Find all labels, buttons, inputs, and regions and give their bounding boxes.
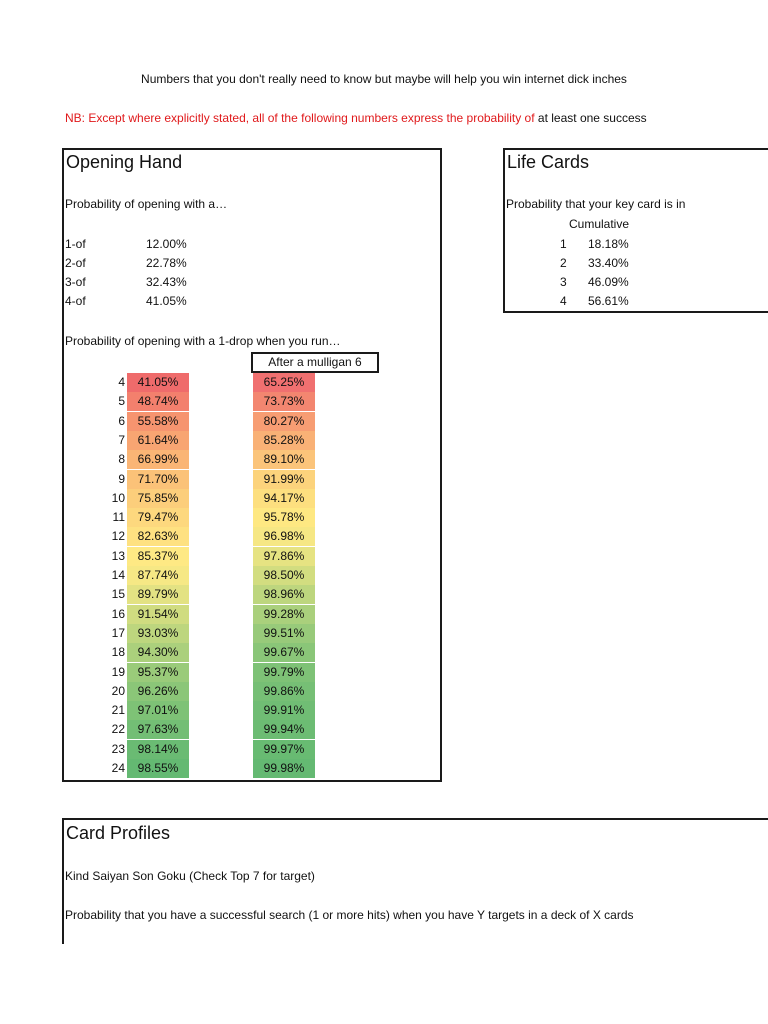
base-probability-cell: 96.26% xyxy=(127,682,189,701)
copies-label: 4-of xyxy=(65,294,86,308)
copies-table xyxy=(65,235,265,311)
deck-count-label: 11 xyxy=(112,510,125,525)
deck-count-label: 15 xyxy=(111,587,125,602)
one-drop-row xyxy=(85,373,345,392)
mulligan-probability-cell: 99.94% xyxy=(253,720,315,739)
one-drop-title: Probability of opening with a 1-drop when you run… xyxy=(65,334,341,348)
life-row-value: 46.09% xyxy=(588,275,629,289)
opening-hand-title: Opening Hand xyxy=(66,152,183,172)
life-row-value: 18.18% xyxy=(588,237,629,251)
base-probability-cell: 97.01% xyxy=(127,701,189,720)
base-probability-cell: 98.55% xyxy=(127,759,189,778)
deck-count-label: 17 xyxy=(111,625,125,640)
base-probability-cell: 48.74% xyxy=(127,392,189,411)
mulligan-probability-cell: 98.96% xyxy=(253,585,315,604)
one-drop-row xyxy=(85,720,345,739)
base-probability-cell: 97.63% xyxy=(127,720,189,739)
deck-count-label: 6 xyxy=(118,413,125,428)
page-headline: Numbers that you don't really need to know but maybe will help you win internet dick inches xyxy=(141,72,627,86)
deck-count-label: 24 xyxy=(111,761,125,775)
mulligan-probability-cell: 80.27% xyxy=(253,412,315,431)
base-probability-cell: 98.14% xyxy=(127,740,189,759)
life-row-number: 3 xyxy=(560,275,567,289)
life-cards-title: Life Cards xyxy=(507,152,590,172)
mulligan-probability-cell: 99.97% xyxy=(253,740,315,759)
mulligan-probability-cell: 99.79% xyxy=(253,663,315,682)
base-probability-cell: 66.99% xyxy=(127,450,189,469)
copies-value: 12.00% xyxy=(146,237,187,251)
one-drop-row xyxy=(85,740,345,759)
mulligan-probability-cell: 85.28% xyxy=(253,431,315,450)
deck-count-label: 21 xyxy=(111,703,125,718)
deck-count-label: 20 xyxy=(111,683,125,698)
mulligan-probability-cell: 99.67% xyxy=(253,643,315,662)
life-row xyxy=(500,254,650,273)
mulligan-probability-cell: 99.91% xyxy=(253,701,315,720)
deck-count-label: 10 xyxy=(111,490,125,505)
deck-count-label: 14 xyxy=(111,568,125,582)
mulligan-probability-cell: 65.25% xyxy=(253,373,315,392)
life-row-value: 56.61% xyxy=(588,294,629,308)
base-probability-cell: 94.30% xyxy=(127,643,189,662)
one-drop-row xyxy=(85,605,345,624)
nb-note-red: NB: Except where explicitly stated, all of the following numbers express the probability of xyxy=(65,111,535,125)
deck-count-label: 12 xyxy=(111,529,125,544)
base-probability-cell: 71.70% xyxy=(127,470,189,489)
one-drop-row xyxy=(85,489,345,508)
life-row xyxy=(500,235,650,254)
one-drop-row xyxy=(85,624,345,643)
card-profiles-description: Probability that you have a successful search (1 or more hits) when you have Y targets in a deck of X cards xyxy=(65,908,634,922)
deck-count-label: 23 xyxy=(111,741,125,756)
life-cards-column-header: Cumulative xyxy=(569,217,630,231)
one-drop-row xyxy=(85,431,345,450)
mulligan-probability-cell: 73.73% xyxy=(253,392,315,411)
deck-count-label: 4 xyxy=(118,375,125,389)
base-probability-cell: 93.03% xyxy=(127,624,189,643)
deck-count-label: 19 xyxy=(111,664,125,679)
mulligan-probability-cell: 98.50% xyxy=(253,566,315,585)
opening-hand-subtitle: Probability of opening with a… xyxy=(65,197,228,211)
one-drop-row xyxy=(85,759,345,778)
one-drop-row xyxy=(85,701,345,720)
copies-label: 2-of xyxy=(65,256,86,270)
deck-count-label: 8 xyxy=(118,452,125,467)
base-probability-cell: 82.63% xyxy=(127,527,189,546)
mulligan-probability-cell: 99.86% xyxy=(253,682,315,701)
one-drop-row xyxy=(85,663,345,682)
mulligan-probability-cell: 89.10% xyxy=(253,450,315,469)
base-probability-cell: 85.37% xyxy=(127,547,189,566)
mulligan-probability-cell: 99.98% xyxy=(253,759,315,778)
base-probability-cell: 41.05% xyxy=(127,373,189,392)
mulligan-probability-cell: 91.99% xyxy=(253,470,315,489)
one-drop-row xyxy=(85,547,345,566)
base-probability-cell: 95.37% xyxy=(127,663,189,682)
one-drop-row xyxy=(85,527,345,546)
life-row xyxy=(500,292,650,311)
mulligan-probability-cell: 96.98% xyxy=(253,527,315,546)
mulligan-probability-cell: 94.17% xyxy=(253,489,315,508)
deck-count-label: 18 xyxy=(111,645,125,660)
one-drop-row xyxy=(85,392,345,411)
deck-count-label: 16 xyxy=(111,606,125,621)
mulligan-probability-cell: 99.51% xyxy=(253,624,315,643)
life-row-number: 1 xyxy=(560,237,567,251)
base-probability-cell: 89.79% xyxy=(127,585,189,604)
nb-note xyxy=(65,111,647,125)
deck-count-label: 7 xyxy=(118,432,125,447)
base-probability-cell: 61.64% xyxy=(127,431,189,450)
one-drop-row xyxy=(85,470,345,489)
one-drop-row xyxy=(85,566,345,585)
deck-count-label: 5 xyxy=(118,394,125,409)
one-drop-row xyxy=(85,682,345,701)
base-probability-cell: 79.47% xyxy=(127,508,189,527)
mulligan-probability-cell: 99.28% xyxy=(253,605,315,624)
base-probability-cell: 75.85% xyxy=(127,489,189,508)
copies-value: 32.43% xyxy=(146,275,187,289)
copies-row xyxy=(65,254,265,273)
mulligan-header: After a mulligan 6 xyxy=(251,352,379,373)
deck-count-label: 22 xyxy=(111,722,125,737)
deck-count-label: 13 xyxy=(111,548,125,563)
copies-value: 41.05% xyxy=(146,294,187,308)
copies-row xyxy=(65,292,265,311)
card-profiles-title: Card Profiles xyxy=(66,823,171,843)
mulligan-probability-cell: 95.78% xyxy=(253,508,315,527)
deck-count-label: 9 xyxy=(118,471,125,486)
one-drop-row xyxy=(85,508,345,527)
copies-row xyxy=(65,273,265,292)
mulligan-probability-cell: 97.86% xyxy=(253,547,315,566)
copies-value: 22.78% xyxy=(146,256,187,270)
nb-note-emphasis: at least one success xyxy=(537,111,647,125)
life-cards-subtitle: Probability that your key card is in xyxy=(506,197,686,211)
copies-label: 3-of xyxy=(65,275,86,289)
life-row-number: 2 xyxy=(560,256,567,270)
one-drop-row xyxy=(85,450,345,469)
one-drop-row xyxy=(85,643,345,662)
copies-label: 1-of xyxy=(65,237,86,251)
life-row-value: 33.40% xyxy=(588,256,629,270)
card-profiles-card-name: Kind Saiyan Son Goku (Check Top 7 for target) xyxy=(65,869,315,883)
one-drop-row xyxy=(85,412,345,431)
life-row xyxy=(500,273,650,292)
base-probability-cell: 91.54% xyxy=(127,605,189,624)
base-probability-cell: 55.58% xyxy=(127,412,189,431)
copies-row xyxy=(65,235,265,254)
life-row-number: 4 xyxy=(560,294,567,308)
one-drop-row xyxy=(85,585,345,604)
base-probability-cell: 87.74% xyxy=(127,566,189,585)
life-cards-table xyxy=(500,235,650,311)
